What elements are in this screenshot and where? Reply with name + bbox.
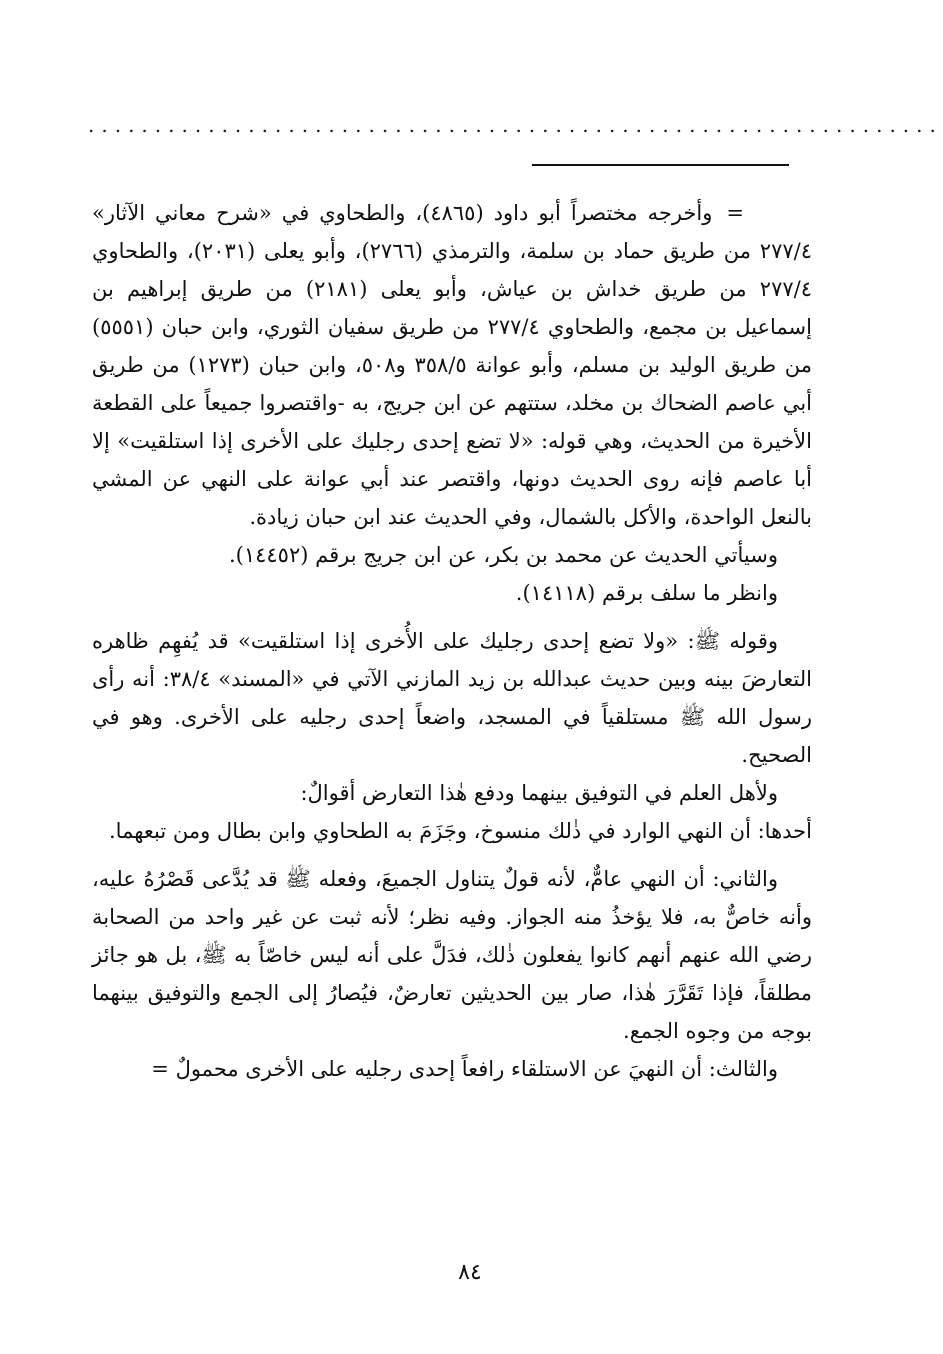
footnote-paragraph-1 [92, 194, 812, 536]
footnote-paragraph-7: والثاني: أن النهي عامٌّ، لأنه قولٌ يتناول الجميعَ، وفعله ﷺ قد يُدَّعى قَصْرُهُ عليه، وأنه خاصٌّ به، فلا يؤخذُ منه الجواز. وفيه نظر؛ لأنه ثبت عن غير واحد من الصحابة رضي الله عنهم أنهم كانوا يفعلون ذٰلك، فدَلَّ على أنه ليس خاصّاً به ﷺ، بل هو جائز مطلقاً، فإذا تَقَرَّرَ هٰذا، صار بين الحديثين تعارضٌ، فيُصارُ إلى الجمع والتوفيق بينهما بوجه من وجوه الجمع. [92, 867, 812, 1043]
footnote-paragraph-3: وانظر ما سلف برقم (١٤١١٨). [515, 581, 778, 605]
paragraph-text: وأخرجه مختصراً أبو داود (٤٨٦٥)، والطحاوي في «شرح معاني الآثار» ٢٧٧/٤ من طريق حماد بن سلمة، والترمذي (٢٧٦٦)، وأبو يعلى (٢٠٣١)، والطحاوي ٢٧٧/٤ من طريق خداش بن عياش، وأبو يعلى (٢١٨١) من طريق إبراهيم بن إسماعيل بن مجمع، والطحاوي ٢٧٧/٤ من طريق سفيان الثوري، وابن حبان (٥٥٥١) من طريق الوليد بن مسلم، وأبو عوانة ٣٥٨/٥ و٥٠٨، وابن حبان (١٢٧٣) من طريق أبي عاصم الضحاك بن مخلد، ستتهم عن ابن جريج، به -واقتصروا جميعاً على القطعة الأخيرة من الحديث، وهي قوله: «لا تضع إحدى رجليك على الأخرى إذا استلقيت» إلا أبا عاصم فإنه روى الحديث دونها، واقتصر عند أبي عوانة على النهي عن المشي بالنعل الواحدة، والأكل بالشمال، وفي الحديث عند ابن حبان زيادة. [92, 201, 812, 529]
footnote-paragraph-2: وسيأتي الحديث عن محمد بن بكر، عن ابن جريج برقم (١٤٤٥٢). [228, 543, 778, 567]
footnote-text [92, 194, 812, 1088]
footnote-paragraph-5: ولأهل العلم في التوفيق بينهما ودفع هٰذا التعارض أقوالٌ: [300, 781, 778, 805]
dotted-separator: ................................................................ [88, 113, 943, 137]
footnote-paragraph-4: وقوله ﷺ: «ولا تضع إحدى رجليك على الأُخرى إذا استلقيت» قد يُفهِم ظاهره التعارضَ بينه وبين حديث عبدالله بن زيد المازني الآتي في «المسند» ٣٨/٤: أنه رأى رسول الله ﷺ مستلقياً في المسجد، واضعاً إحدى رجليه على الأخرى. وهو في الصحيح. [92, 629, 812, 767]
page-number: ٨٤ [458, 1260, 482, 1285]
continuation-mark: = [726, 201, 744, 225]
footnote-paragraph-8: والثالث: أن النهيَ عن الاستلقاء رافعاً إحدى رجليه على الأخرى محمولٌ = [151, 1057, 778, 1081]
footnote-rule [532, 164, 789, 166]
footnote-paragraph-6: أحدها: أن النهي الوارد في ذٰلك منسوخ، وجَزَمَ به الطحاوي وابن بطال ومن تبعهما. [109, 819, 812, 843]
